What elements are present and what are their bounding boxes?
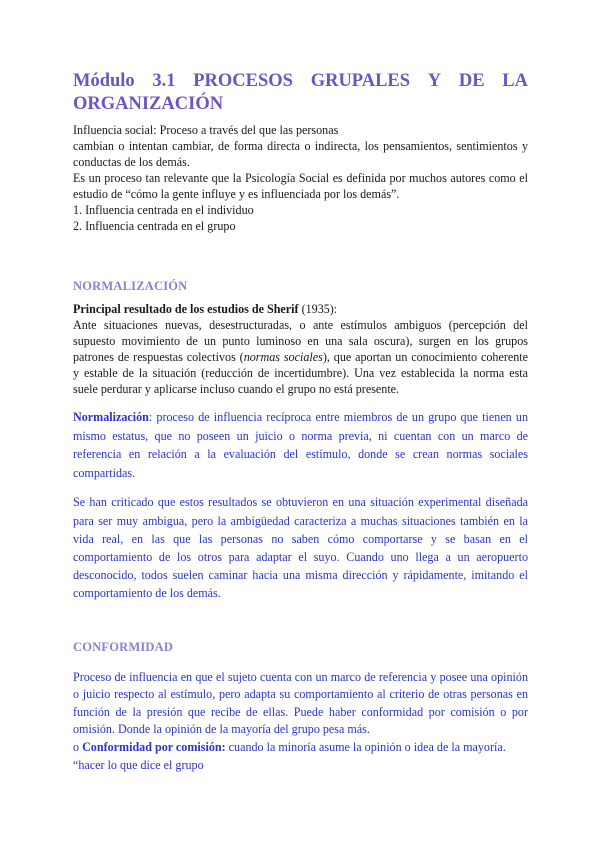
sherif-paragraph-part-b: ), que aportan un conocimiento coherente y estable de la situación (reducción de incertidumbre). Una vez establecida la norma esta suele perdurar y aplicarse incluso cuando el grupo no está presente. xyxy=(73,350,528,396)
title-word: Y xyxy=(427,71,442,91)
title-word: GRUPALES xyxy=(310,71,411,91)
intro-list-item-2: 2. Influencia centrada en el grupo xyxy=(73,219,236,233)
section-heading-conformidad: CONFORMIDAD xyxy=(73,639,174,654)
section-heading-normalizacion: NORMALIZACIÓN xyxy=(73,279,188,293)
title-word: PROCESOS xyxy=(193,71,293,91)
critique-paragraph: Se han criticado que estos resultados se obtuvieron en una situación experimental diseñada para ser muy ambigua, pero la ambigüedad caracteriza a muchas situaciones también en la vida real, en las que las personas no saben cómo comportarse y se basan en el comportamiento de los otros para adaptar el suyo. Cuando uno llega a un aeropuerto desconocido, todos suelen caminar hacia una misma dirección y rápidamente, imitando el comportamiento de los demás. xyxy=(73,495,528,601)
conformidad-paragraph: Proceso de influencia en que el sujeto cuenta con un marco de referencia y posee una opinión o juicio respecto al estímulo, pero adapta su comportamiento al criterio de otras personas en función de la presión que recibe de ellas. Puede haber conformidad por comisión o por omisión. Donde la opinión de la mayoría del grupo pesa más. xyxy=(73,669,528,737)
title-word: LA xyxy=(502,71,528,91)
title-line-2: ORGANIZACIÓN xyxy=(73,94,224,114)
section-normalizacion xyxy=(73,278,528,603)
sherif-paragraph-part-a: Ante situaciones nuevas, desestructuradas, o ante estímulos ambiguos (percepción del supuesto movimiento de un punto luminoso en una sala oscura), surgen en los grupos patrones de respuestas colectivos ( xyxy=(73,318,528,364)
sherif-year: (1935): xyxy=(298,302,338,316)
intro-section xyxy=(73,122,528,234)
module-title xyxy=(73,70,528,116)
title-word: DE xyxy=(458,71,485,91)
intro-paragraph-2: Es un proceso tan relevante que la Psicología Social es definida por muchos autores como el estudio de “cómo la gente influye y es influenciada por los demás”. xyxy=(73,171,528,201)
conformidad-quote: “hacer lo que dice el grupo xyxy=(73,757,204,772)
sherif-bold-text: Principal resultado de los estudios de Sherif xyxy=(73,302,299,316)
sherif-line xyxy=(73,301,528,317)
conformidad-bullet xyxy=(73,739,528,757)
conformidad-comision-term: Conformidad por comisión: xyxy=(82,739,226,754)
title-line-1 xyxy=(73,70,528,93)
normalizacion-definition-text: : proceso de influencia recíproca entre miembros de un grupo que tienen un mismo estatus, que no poseen un juicio o norma previa, ni cuentan con un marco de referencia en relación a la evaluación del estímulo, donde se crean normas sociales compartidas. xyxy=(73,410,528,480)
normalizacion-definition xyxy=(73,408,528,482)
title-word: Módulo xyxy=(73,71,135,91)
conformidad-comision-text: cuando la minoría asume la opinión o idea de la mayoría. xyxy=(225,739,506,754)
title-word: 3.1 xyxy=(152,71,176,91)
sherif-paragraph xyxy=(73,317,528,397)
intro-list-item-1: 1. Influencia centrada en el individuo xyxy=(73,203,254,217)
normalizacion-term: Normalización xyxy=(73,410,149,424)
section-conformidad xyxy=(73,639,528,775)
bullet-marker: o xyxy=(73,739,83,754)
normas-sociales-italic: normas sociales xyxy=(243,350,323,364)
document-page xyxy=(73,70,528,774)
intro-first-line: Influencia social: Proceso a través del que las personas xyxy=(73,123,339,137)
intro-paragraph: cambian o intentan cambiar, de forma directa o indirecta, los pensamientos, sentimientos y conductas de los demás. xyxy=(73,139,528,169)
